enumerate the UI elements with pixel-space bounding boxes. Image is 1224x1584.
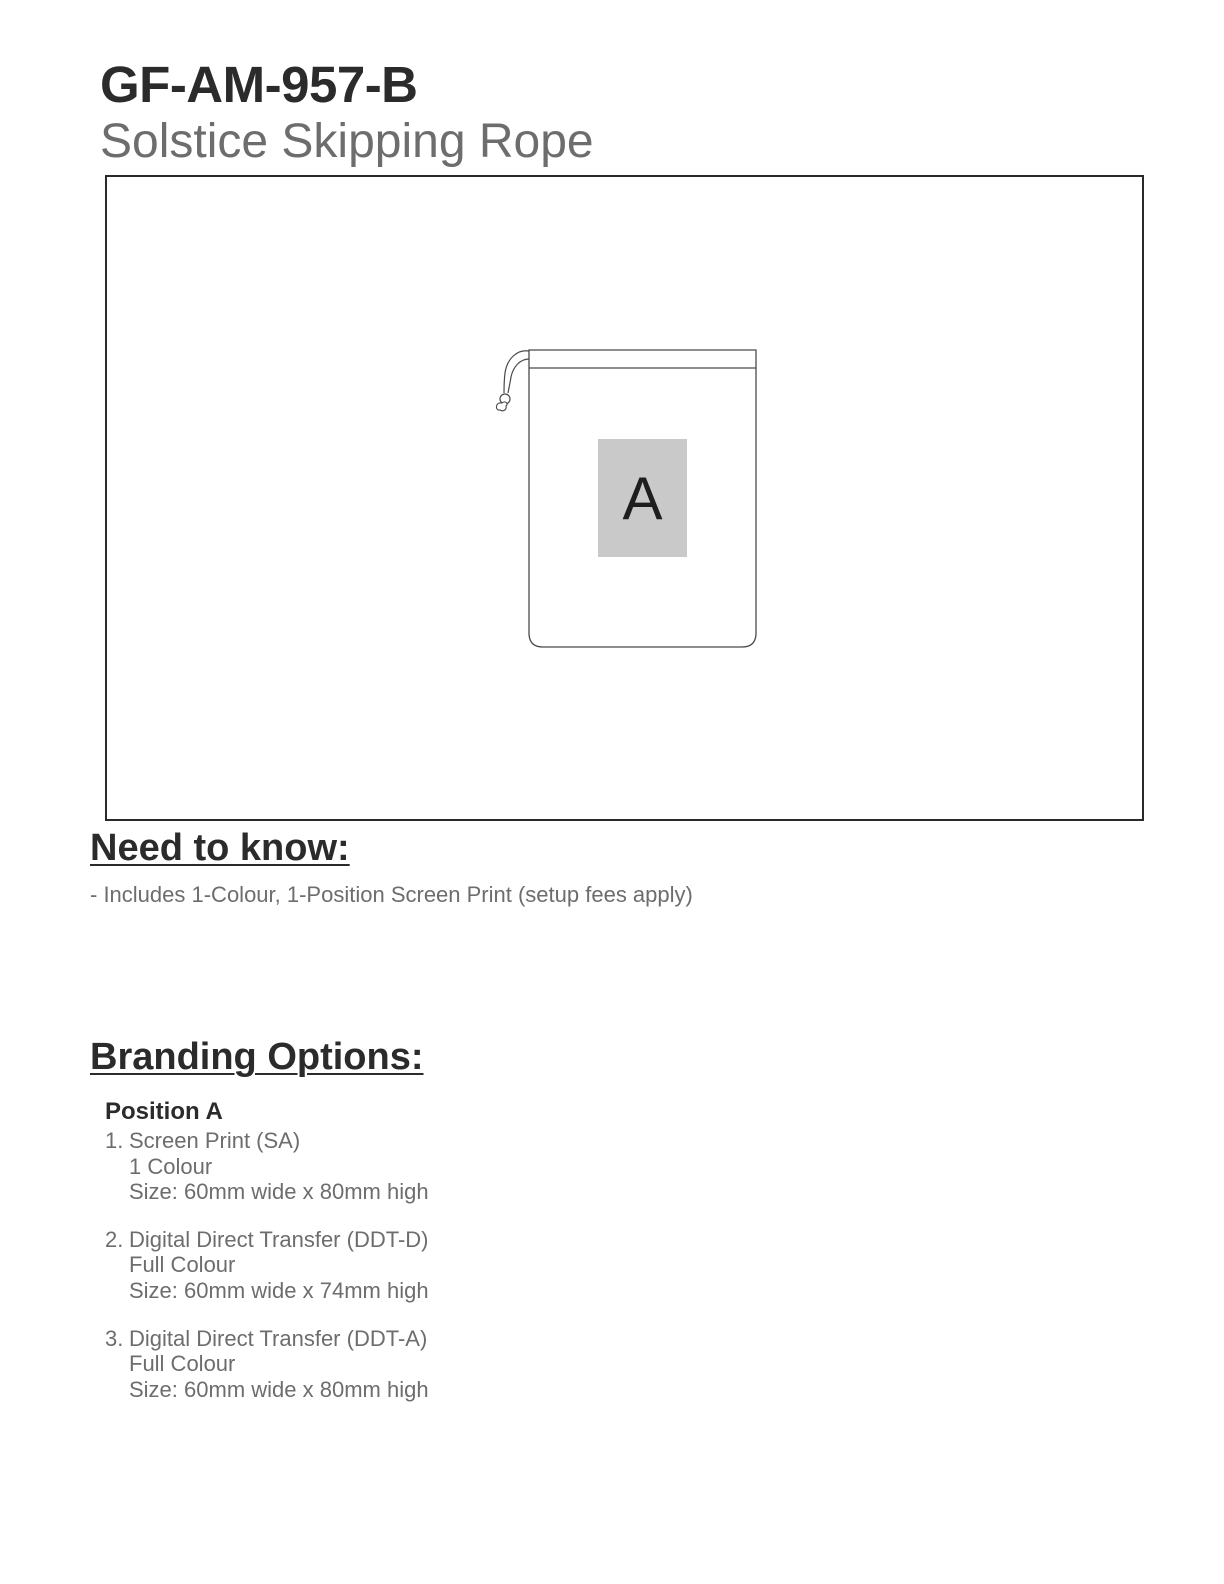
- drawstring-cord: [504, 351, 529, 393]
- option-colour: Full Colour: [129, 1351, 236, 1377]
- option-number: 3.: [105, 1325, 124, 1351]
- option-method: Screen Print (SA): [129, 1128, 301, 1153]
- product-name: Solstice Skipping Rope: [100, 115, 594, 168]
- drawstring-cord-inner: [508, 359, 529, 393]
- drawstring-bag-illustration: [107, 177, 1142, 819]
- product-image-frame: [105, 175, 1144, 821]
- option-size: Size: 60mm wide x 80mm high: [129, 1179, 429, 1205]
- cord-end-icon: [496, 402, 507, 411]
- branding-option: [105, 1227, 429, 1304]
- branding-option: [105, 1326, 429, 1403]
- need-to-know-heading: Need to know:: [90, 827, 350, 869]
- option-number: 1.: [105, 1128, 124, 1153]
- option-number: 2.: [105, 1226, 124, 1252]
- product-code: GF-AM-957-B: [100, 56, 418, 113]
- option-size: Size: 60mm wide x 80mm high: [129, 1376, 429, 1402]
- option-colour: 1 Colour: [129, 1153, 213, 1179]
- position-heading: Position A: [105, 1098, 223, 1125]
- branding-option: [105, 1128, 429, 1205]
- print-area-label: A: [622, 465, 663, 532]
- option-size: Size: 60mm wide x 74mm high: [129, 1277, 429, 1303]
- branding-options-heading: Branding Options:: [90, 1036, 424, 1078]
- branding-options-list: [105, 1128, 429, 1424]
- need-to-know-item: - Includes 1-Colour, 1-Position Screen Print (setup fees apply): [90, 882, 693, 907]
- option-method: Digital Direct Transfer (DDT-A): [129, 1325, 428, 1351]
- option-method: Digital Direct Transfer (DDT-D): [129, 1226, 429, 1252]
- option-colour: Full Colour: [129, 1252, 236, 1278]
